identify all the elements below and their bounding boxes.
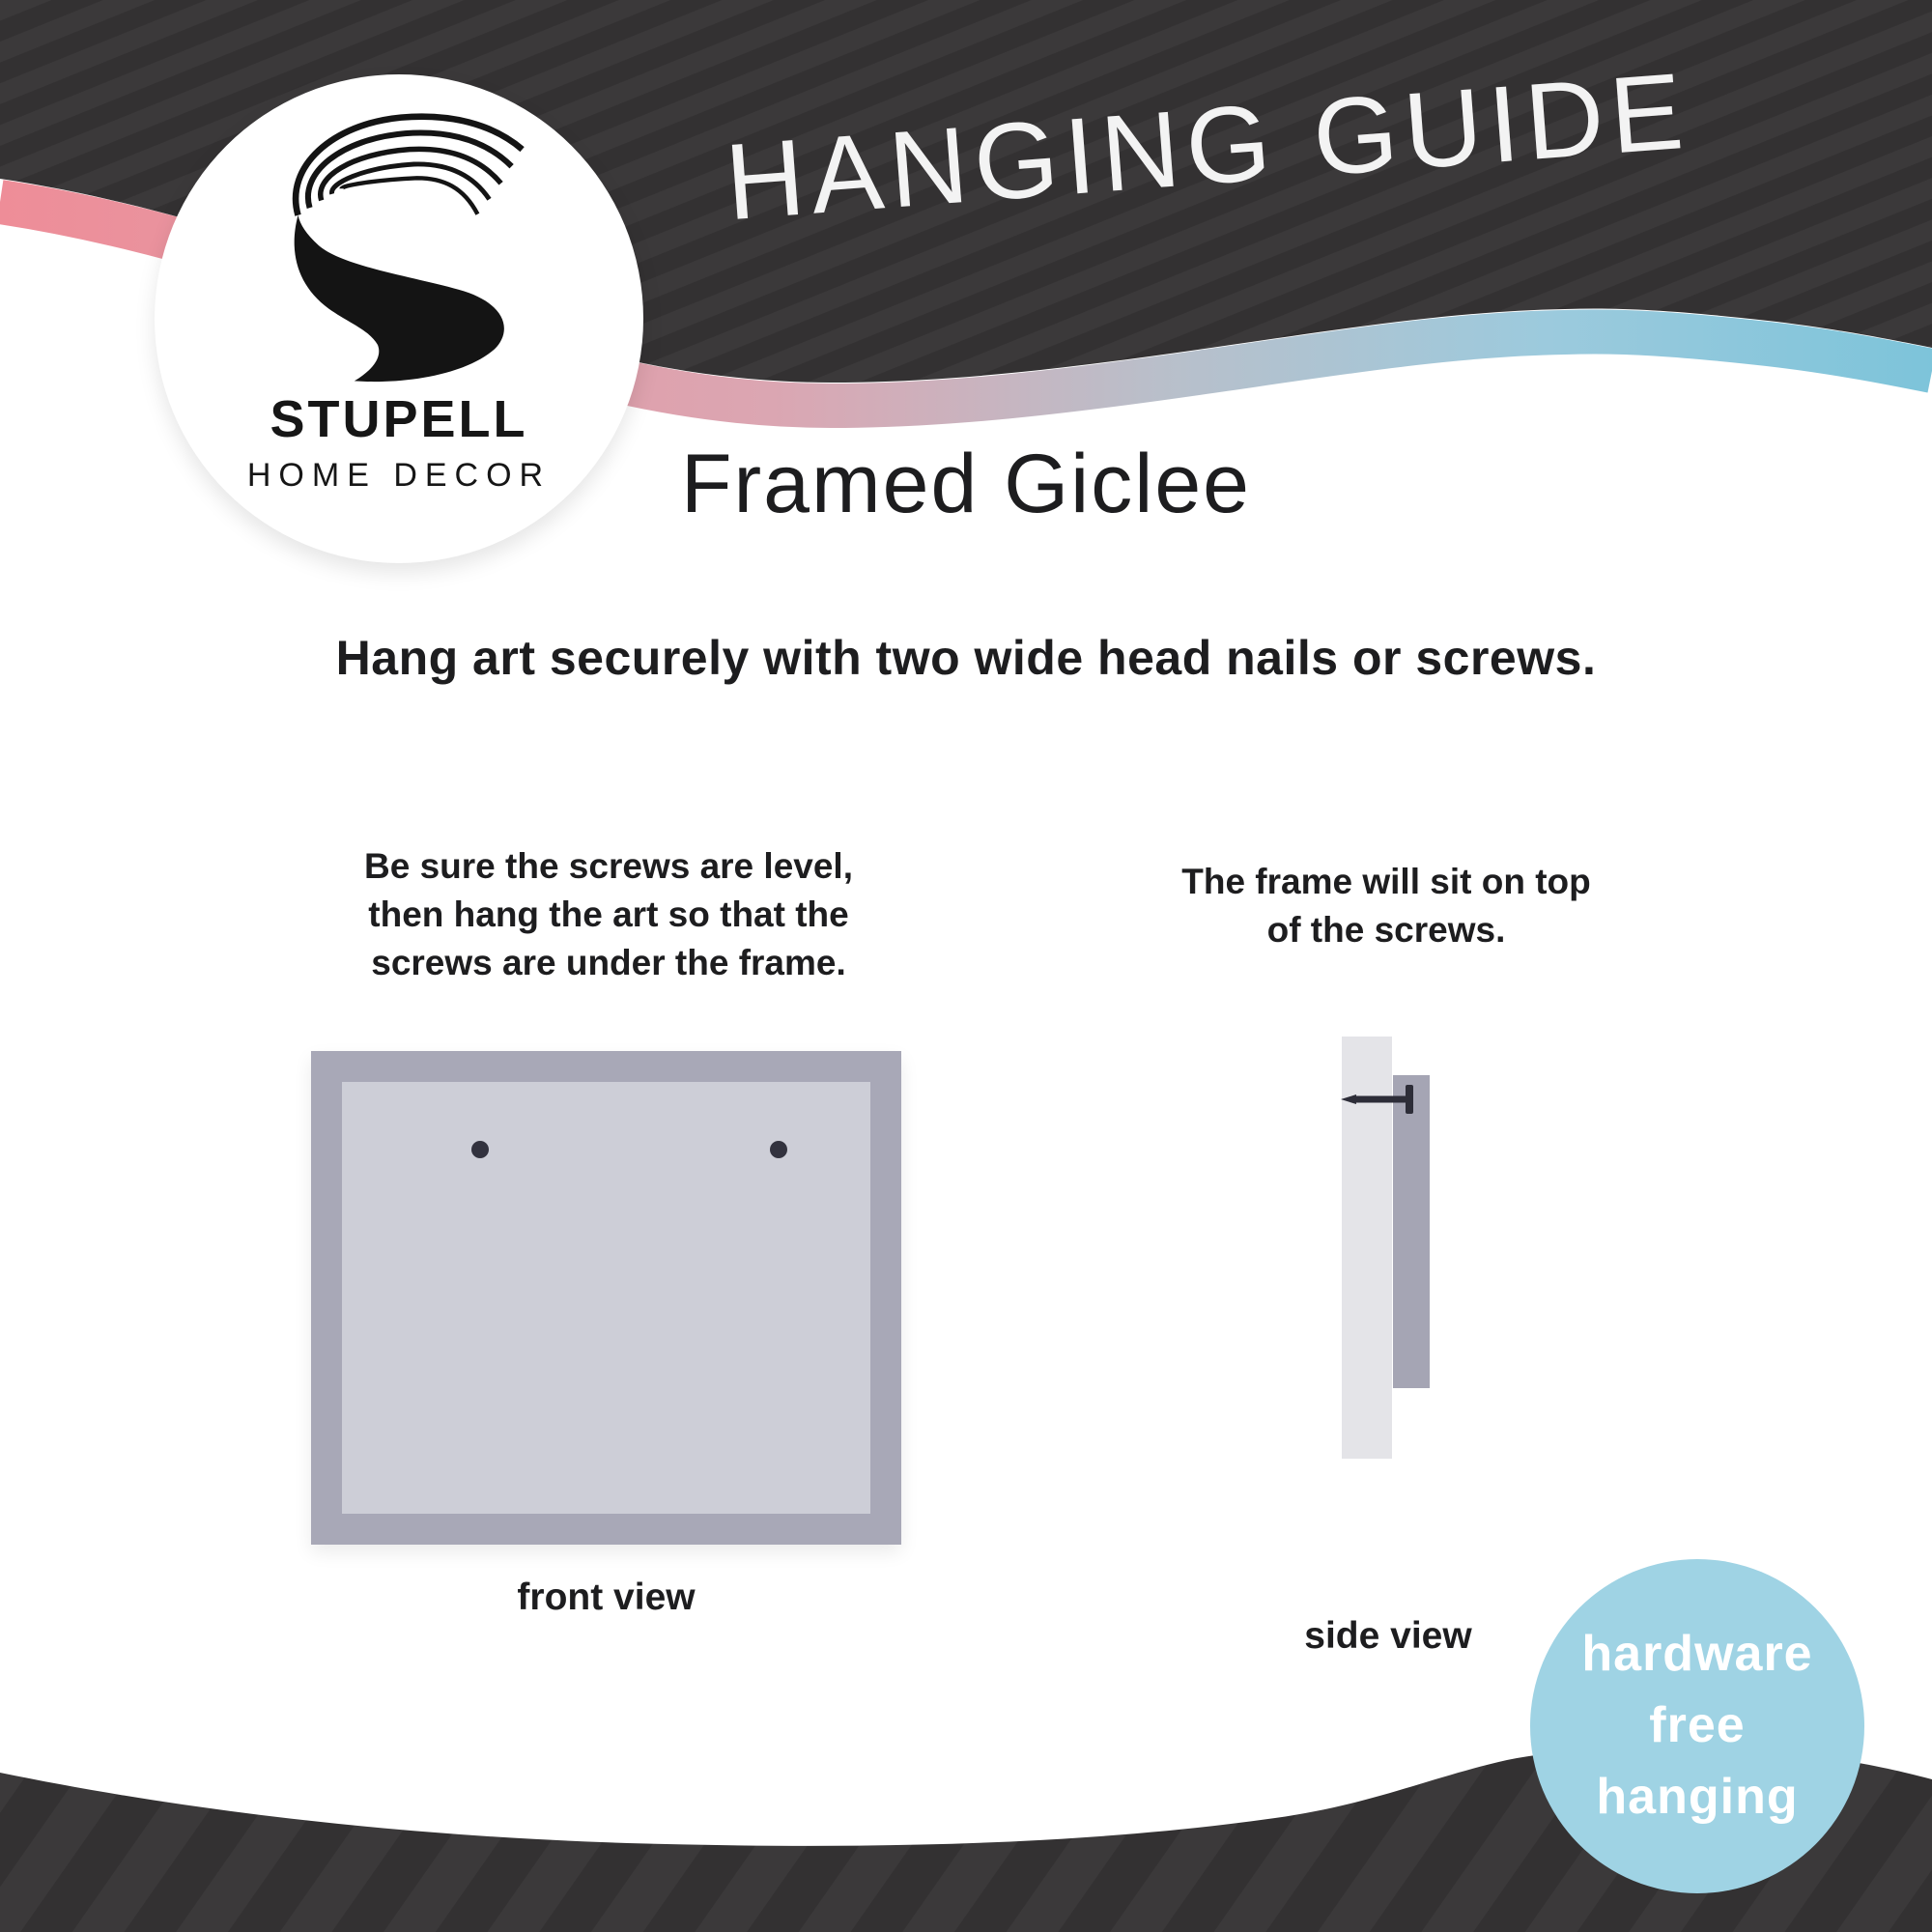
instruction-right-line: The frame will sit on top — [1181, 862, 1591, 901]
product-title: Framed Giclee — [681, 438, 1251, 530]
badge-line: hanging — [1596, 1768, 1799, 1825]
instruction-left-line: screws are under the frame. — [371, 943, 846, 982]
front-view-frame-backing — [342, 1082, 870, 1514]
subtitle: Hang art securely with two wide head nails or screws. — [335, 631, 1597, 685]
brand-tagline: HOME DECOR — [246, 457, 552, 494]
screw-dot-left — [471, 1141, 489, 1158]
page-title: HANGING GUIDE — [721, 49, 1694, 243]
side-view-label: side view — [1304, 1615, 1472, 1657]
instruction-left — [319, 842, 898, 987]
front-view-frame — [311, 1051, 901, 1545]
stupell-s-swoosh-icon — [240, 90, 558, 387]
hardware-free-badge — [1530, 1559, 1864, 1893]
brand-name: STUPELL — [270, 390, 528, 448]
front-view-label: front view — [517, 1577, 696, 1618]
badge-line: hardware — [1581, 1626, 1813, 1683]
side-view-frame — [1393, 1075, 1430, 1388]
brand-badge — [155, 74, 643, 563]
instruction-left-line: then hang the art so that the — [368, 895, 849, 934]
instruction-right — [1096, 858, 1676, 954]
badge-line: free — [1649, 1697, 1746, 1754]
nail-icon — [1337, 1082, 1422, 1117]
instruction-left-line: Be sure the screws are level, — [364, 846, 853, 886]
instruction-right-line: of the screws. — [1266, 910, 1506, 950]
screw-dot-right — [770, 1141, 787, 1158]
